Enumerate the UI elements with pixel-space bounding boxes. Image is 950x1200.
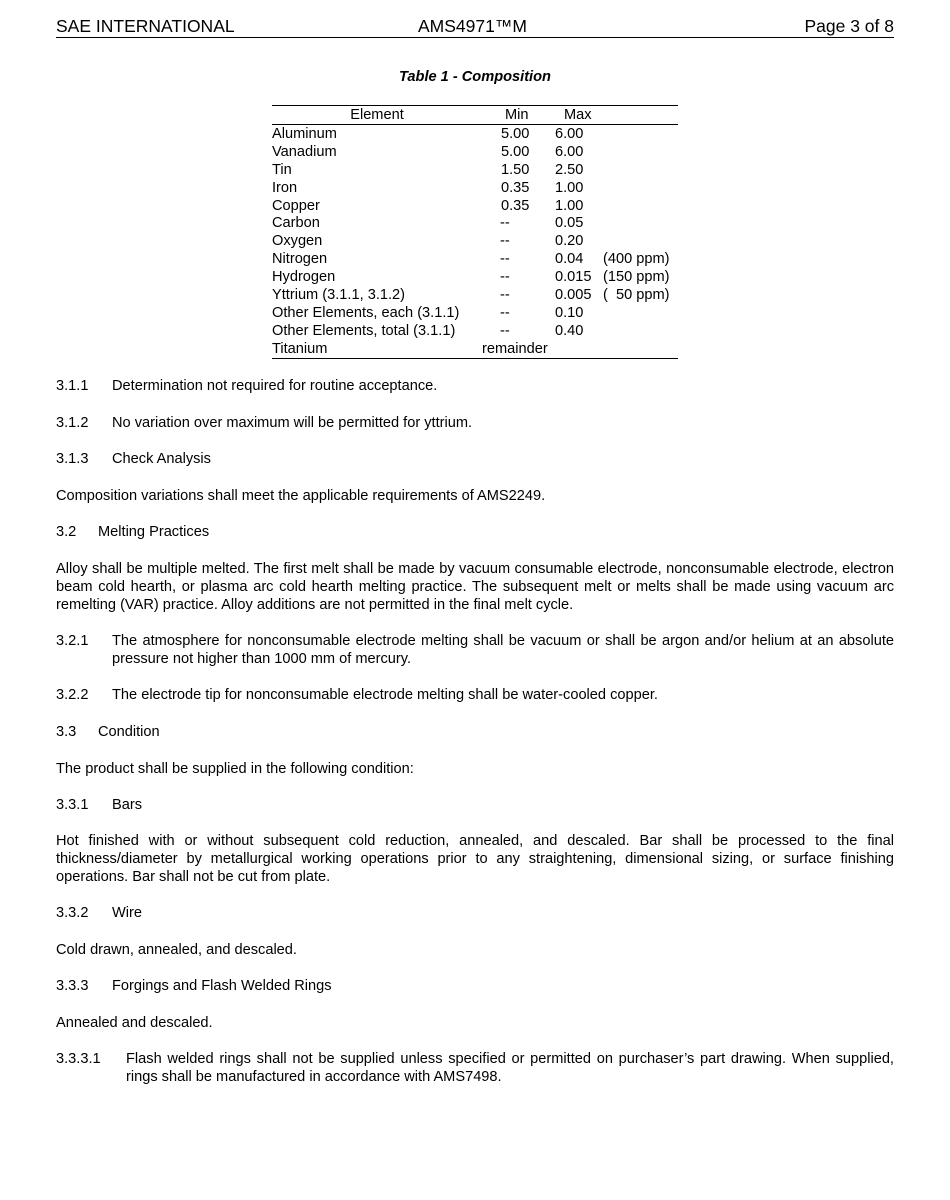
section-text: The electrode tip for nonconsumable electrode melting shall be water-cooled copper. [112, 687, 658, 703]
composition-table [272, 105, 678, 359]
section-number: 3.3.3 [56, 978, 89, 994]
cell-element: Titanium [272, 340, 328, 357]
section-text: Flash welded rings shall not be supplied unless specified or permitted on purchaser’s part drawing. When supplied, rings shall be manufactured in accordance with AMS7498. [126, 1051, 894, 1085]
header-document-id: AMS4971™M [418, 16, 527, 36]
cell-ppm: ( 50 ppm) [603, 287, 670, 304]
section-3-3-body: The product shall be supplied in the following condition: [56, 761, 414, 777]
section-heading: Forgings and Flash Welded Rings [112, 978, 332, 994]
table-row [272, 179, 678, 197]
cell-max: 6.00 [555, 126, 584, 142]
section-number: 3.3 [56, 724, 77, 740]
section-number: 3.3.3.1 [56, 1051, 101, 1067]
section-number: 3.1.3 [56, 451, 89, 467]
cell-min: 5.00 [501, 143, 530, 160]
cell-element: Oxygen [272, 233, 323, 250]
cell-min: 0.35 [501, 197, 530, 214]
table-row [272, 125, 678, 143]
header-organization: SAE INTERNATIONAL [56, 16, 235, 36]
cell-element: Iron [272, 179, 298, 196]
table-row [272, 232, 678, 250]
table-row [272, 250, 678, 268]
cell-min: -- [500, 269, 510, 286]
cell-element: Carbon [272, 215, 320, 232]
cell-min: -- [500, 233, 510, 250]
cell-max: 6.00 [555, 143, 584, 160]
cell-min: remainder [482, 340, 548, 357]
cell-element: Nitrogen [272, 251, 328, 268]
cell-min: 0.35 [501, 179, 530, 196]
cell-min: 5.00 [501, 126, 530, 142]
cell-max: 1.00 [555, 197, 584, 214]
table-row [272, 322, 678, 340]
cell-max: 0.10 [555, 304, 584, 321]
cell-element: Aluminum [272, 126, 337, 142]
cell-min: 1.50 [501, 161, 530, 178]
section-3-2-body: Alloy shall be multiple melted. The first melt shall be made by vacuum consumable electrode, nonconsumable electrode, electron beam cold hearth, or plasma arc cold hearth melting practice. The subsequent melt or melts shall be made using vacuum arc remelting (VAR) practice. Alloy additions are not permitted in the final melt cycle. [56, 561, 894, 613]
table-row [272, 304, 678, 322]
section-3-3-1-body: Hot finished with or without subsequent cold reduction, annealed, and descaled. Bar shall be processed to the final thickness/diameter by metallurgical working operations prior to any straightening, dimensional sizing, or surface finishing operations. Bar shall not be cut from plate. [56, 833, 894, 885]
cell-ppm: (400 ppm) [603, 251, 670, 268]
section-number: 3.1.2 [56, 415, 89, 431]
table-row [272, 340, 678, 358]
cell-element: Hydrogen [272, 269, 336, 286]
table-row [272, 268, 678, 286]
cell-max: 0.05 [555, 215, 584, 232]
cell-element: Other Elements, each (3.1.1) [272, 304, 460, 321]
section-3-3-3-body: Annealed and descaled. [56, 1015, 213, 1031]
section-heading: Bars [112, 797, 143, 813]
cell-min: -- [500, 322, 510, 339]
cell-element: Yttrium (3.1.1, 3.1.2) [272, 287, 406, 304]
table-header-row [272, 106, 678, 125]
section-number: 3.1.1 [56, 378, 89, 394]
cell-max: 0.20 [555, 233, 584, 250]
header-page-number: Page 3 of 8 [804, 16, 894, 36]
table-row [272, 197, 678, 215]
cell-min: -- [500, 251, 510, 268]
cell-element: Other Elements, total (3.1.1) [272, 322, 456, 339]
cell-max: 0.015 [555, 269, 592, 286]
cell-max: 0.04 [555, 251, 584, 268]
column-header-max: Max [564, 107, 592, 123]
section-text: The atmosphere for nonconsumable electrode melting shall be vacuum or shall be argon and/or helium at an absolute pressure not higher than 1000 mm of mercury. [112, 633, 894, 667]
section-heading: Condition [98, 724, 160, 740]
cell-max: 1.00 [555, 179, 584, 196]
cell-max: 0.40 [555, 322, 584, 339]
cell-element: Copper [272, 197, 320, 214]
section-number: 3.2.1 [56, 633, 89, 649]
table-row [272, 286, 678, 304]
section-3-3-2-body: Cold drawn, annealed, and descaled. [56, 942, 297, 958]
cell-min: -- [500, 287, 510, 304]
cell-element: Tin [272, 161, 292, 178]
page-header [56, 15, 894, 38]
column-header-min: Min [505, 107, 529, 123]
cell-min: -- [500, 215, 510, 232]
table-row [272, 143, 678, 161]
cell-max: 0.005 [555, 287, 592, 304]
cell-element: Vanadium [272, 143, 337, 160]
section-number: 3.3.2 [56, 905, 89, 921]
section-text: Determination not required for routine acceptance. [112, 378, 438, 394]
section-number: 3.2.2 [56, 687, 89, 703]
section-text: No variation over maximum will be permitted for yttrium. [112, 415, 473, 431]
column-header-element: Element [350, 107, 404, 123]
table-row [272, 161, 678, 179]
section-heading: Wire [112, 905, 142, 921]
section-number: 3.3.1 [56, 797, 89, 813]
section-3-1-3-body: Composition variations shall meet the applicable requirements of AMS2249. [56, 488, 546, 504]
cell-min: -- [500, 304, 510, 321]
cell-max: 2.50 [555, 161, 584, 178]
section-number: 3.2 [56, 524, 77, 540]
section-heading: Check Analysis [112, 451, 211, 467]
table-title: Table 1 - Composition [399, 69, 551, 85]
table-row [272, 214, 678, 232]
section-heading: Melting Practices [98, 524, 210, 540]
cell-ppm: (150 ppm) [603, 269, 670, 286]
